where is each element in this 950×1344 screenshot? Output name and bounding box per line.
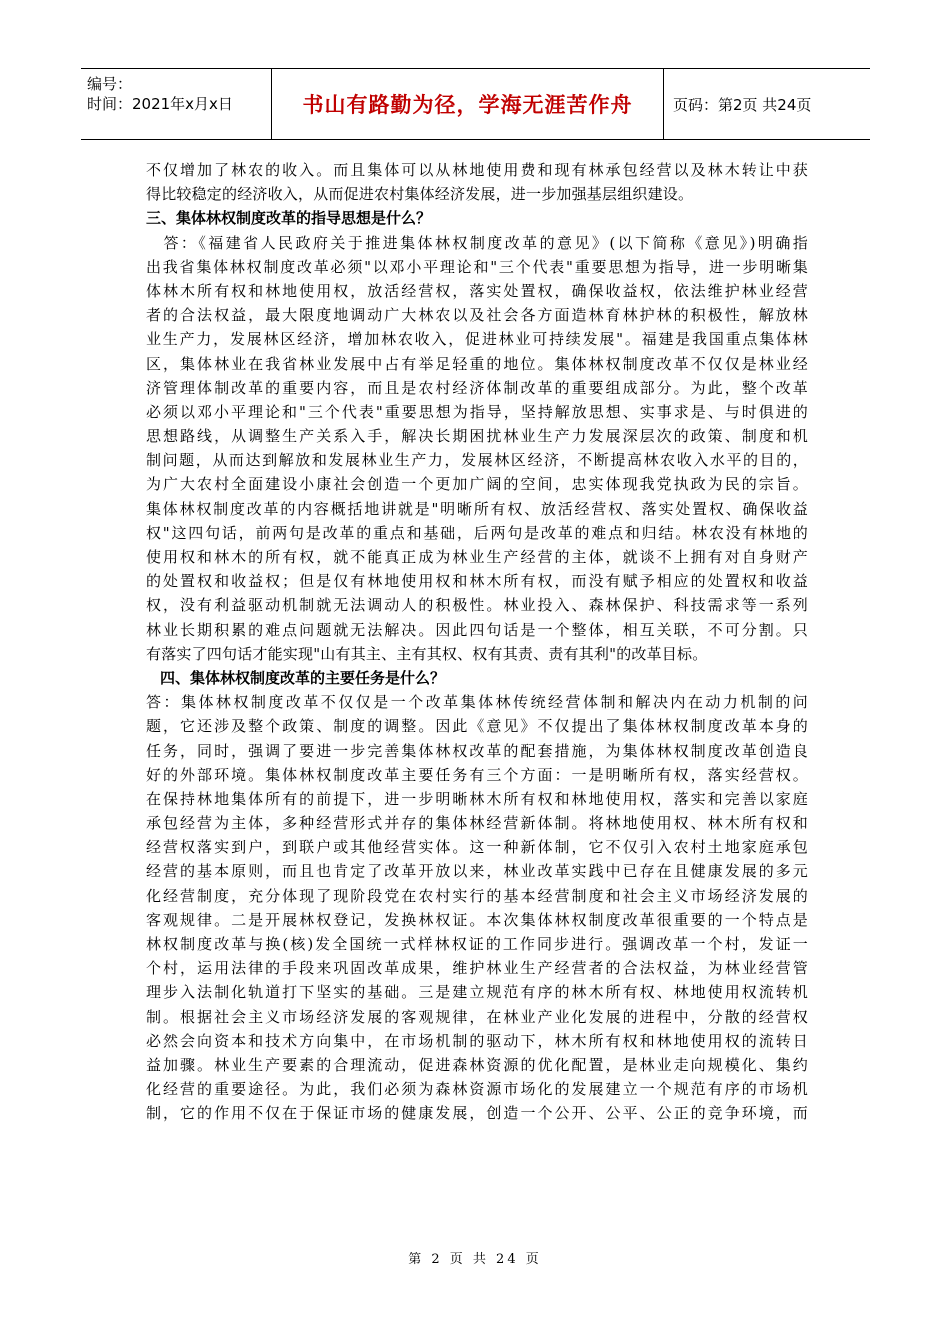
text-line: 在保持林地集体所有的前提下，进一步明晰林木所有权和林地使用权，落实和完善以家庭: [146, 789, 808, 808]
text-line: 必须以邓小平理论和"三个代表"重要思想为指导，坚持解放思想、实事求是、与时俱进的: [146, 402, 808, 421]
text-line: 好的外部环境。集体林权制度改革主要任务有三个方面：一是明晰所有权，落实经营权。: [146, 765, 808, 784]
text-line: 化经营制度，充分体现了现阶段党在农村实行的基本经营制度和社会主义市场经济发展的: [146, 886, 808, 905]
text-line: 为广大农村全面建设小康社会创造一个更加广阔的空间，忠实体现我党执政为民的宗旨。: [146, 475, 808, 494]
document-body: [146, 158, 808, 1126]
text-line: 的处置权和收益权；但是仅有林地使用权和林木所有权，而没有赋予相应的处置权和收益: [146, 572, 808, 591]
text-line: 制。根据社会主义市场经济发展的客观规律，在林业产业化发展的进程中，分散的经营权: [146, 1007, 808, 1026]
text-line: 答：《福建省人民政府关于推进集体林权制度改革的意见》(以下简称《意见》)明确指: [146, 233, 808, 252]
number-label: 编号：: [87, 75, 133, 93]
section-heading-3: 三、集体林权制度改革的指导思想是什么？: [146, 209, 432, 228]
text-line: 任务，同时，强调了要进一步完善集体林权改革的配套措施，为集体林权制度改革创造良: [146, 741, 808, 760]
text-line: 集体林权制度改革的内容概括地讲就是"明晰所有权、放活经营权、落实处置权、确保收益: [146, 499, 808, 518]
text-line: 化经营的重要途径。为此，我们必须为森林资源市场化的发展建立一个规范有序的市场机: [146, 1080, 808, 1099]
text-line: 必然会向资本和技术方向集中，在市场机制的驱动下，林木所有权和林地使用权的流转日: [146, 1031, 808, 1050]
header-divider: [663, 69, 664, 139]
text-line: 益加骤。林业生产要素的合理流动，促进森林资源的优化配置，是林业走向规模化、集约: [146, 1055, 808, 1074]
text-line: 承包经营为主体，多种经营形式并存的集体林经营新体制。将林地使用权、林木所有权和: [146, 814, 808, 833]
text-line: 得比较稳定的经济收入，从而促进农村集体经济发展，进一步加强基层组织建设。: [146, 185, 694, 204]
text-line: 不仅增加了林农的收入。而且集体可以从林地使用费和现有林承包经营以及林木转让中获: [146, 161, 808, 179]
text-line: 者的合法权益，最大限度地调动广大林农以及社会各方面造林育林护林的积极性，解放林: [146, 306, 808, 325]
text-line: 思想路线，从调整生产关系入手，解决长期困扰林业生产力发展深层次的政策、制度和机: [146, 427, 808, 446]
section-heading-4: 四、集体林权制度改革的主要任务是什么？: [160, 668, 446, 687]
text-line: 体林木所有权和林地使用权，放活经营权，落实处置权，确保收益权，依法维护林业经营: [146, 281, 808, 300]
paragraph-main-tasks: [146, 690, 808, 1125]
text-line: 出我省集体林权制度改革必须"以邓小平理论和"三个代表"重要思想为指导，进一步明晰集: [146, 257, 808, 276]
text-line: 济管理体制改革的重要内容，而且是农村经济体制改革的重要组成部分。为此，整个改革: [146, 378, 808, 397]
text-line: 权"这四句话，前两句是改革的重点和基础，后两句是改革的难点和归结。林农没有林地的: [146, 523, 808, 542]
text-line: 有落实了四句话才能实现"山有其主、主有其权、权有其责、责有其利"的改革目标。: [146, 644, 708, 663]
text-line: 区，集体林业在我省林业发展中占有举足轻重的地位。集体林权制度改革不仅仅是林业经: [146, 354, 808, 373]
text-line: 题，它还涉及整个政策、制度的调整。因此《意见》不仅提出了集体林权制度改革本身的: [146, 717, 808, 736]
header-table: [81, 68, 870, 140]
text-line: 林业长期积累的难点问题就无法解决。因此四句话是一个整体，相互关联，不可分割。只: [146, 620, 808, 639]
date-label: 时间：2021年x月x日: [87, 95, 233, 113]
paragraph-guiding-ideology: [146, 231, 808, 666]
text-line: 使用权和林木的所有权，就不能真正成为林业生产经营的主体，就谈不上拥有对自身财产: [146, 548, 808, 566]
text-line: 理步入法制化轨道打下坚实的基础。三是建立规范有序的林木所有权、林地使用权流转机: [146, 983, 808, 1002]
header-meta-cell: [81, 69, 271, 139]
header-divider: [271, 69, 272, 139]
text-line: 经营权落实到户，到联户或其他经营实体。这一种新体制，它不仅引入农村土地家庭承包: [146, 838, 808, 857]
text-line: 答：集体林权制度改革不仅仅是一个改革集体林传统经营体制和解决内在动力机制的问: [146, 693, 808, 712]
text-line: 制问题，从而达到解放和发展林业生产力，发展林区经济，不断提高林农收入水平的目的，: [146, 451, 808, 470]
text-line: 制，它的作用不仅在于保证市场的健康发展，创造一个公开、公平、公正的竞争环境，而: [146, 1104, 808, 1123]
text-line: 业生产力，发展林区经济，增加林农收入，促进林业可持续发展"。福建是我国重点集体林: [146, 330, 808, 349]
page-footer: 第 2 页 共 24 页: [408, 1252, 542, 1267]
text-line: 个村，运用法律的手段来巩固改革成果，维护林业生产经营者的合法权益，为林业经营管: [146, 959, 808, 978]
text-line: 经营的基本原则，而且也肯定了改革开放以来，林业改革实践中已存在且健康发展的多元: [146, 862, 808, 881]
text-line: 客观规律。二是开展林权登记，发换林权证。本次集体林权制度改革很重要的一个特点是: [146, 910, 808, 929]
text-line: 林权制度改革与换(核)发全国统一式样林权证的工作同步进行。强调改革一个村，发证一: [146, 935, 808, 953]
text-line: 权，没有利益驱动机制就无法调动人的积极性。林业投入、森林保护、科技需求等一系列: [146, 596, 808, 615]
paragraph-continued: [146, 158, 808, 206]
header-page-number: 页码：第2页 共24页: [673, 95, 812, 114]
header-motto: 书山有路勤为径，学海无涯苦作舟: [302, 93, 633, 117]
